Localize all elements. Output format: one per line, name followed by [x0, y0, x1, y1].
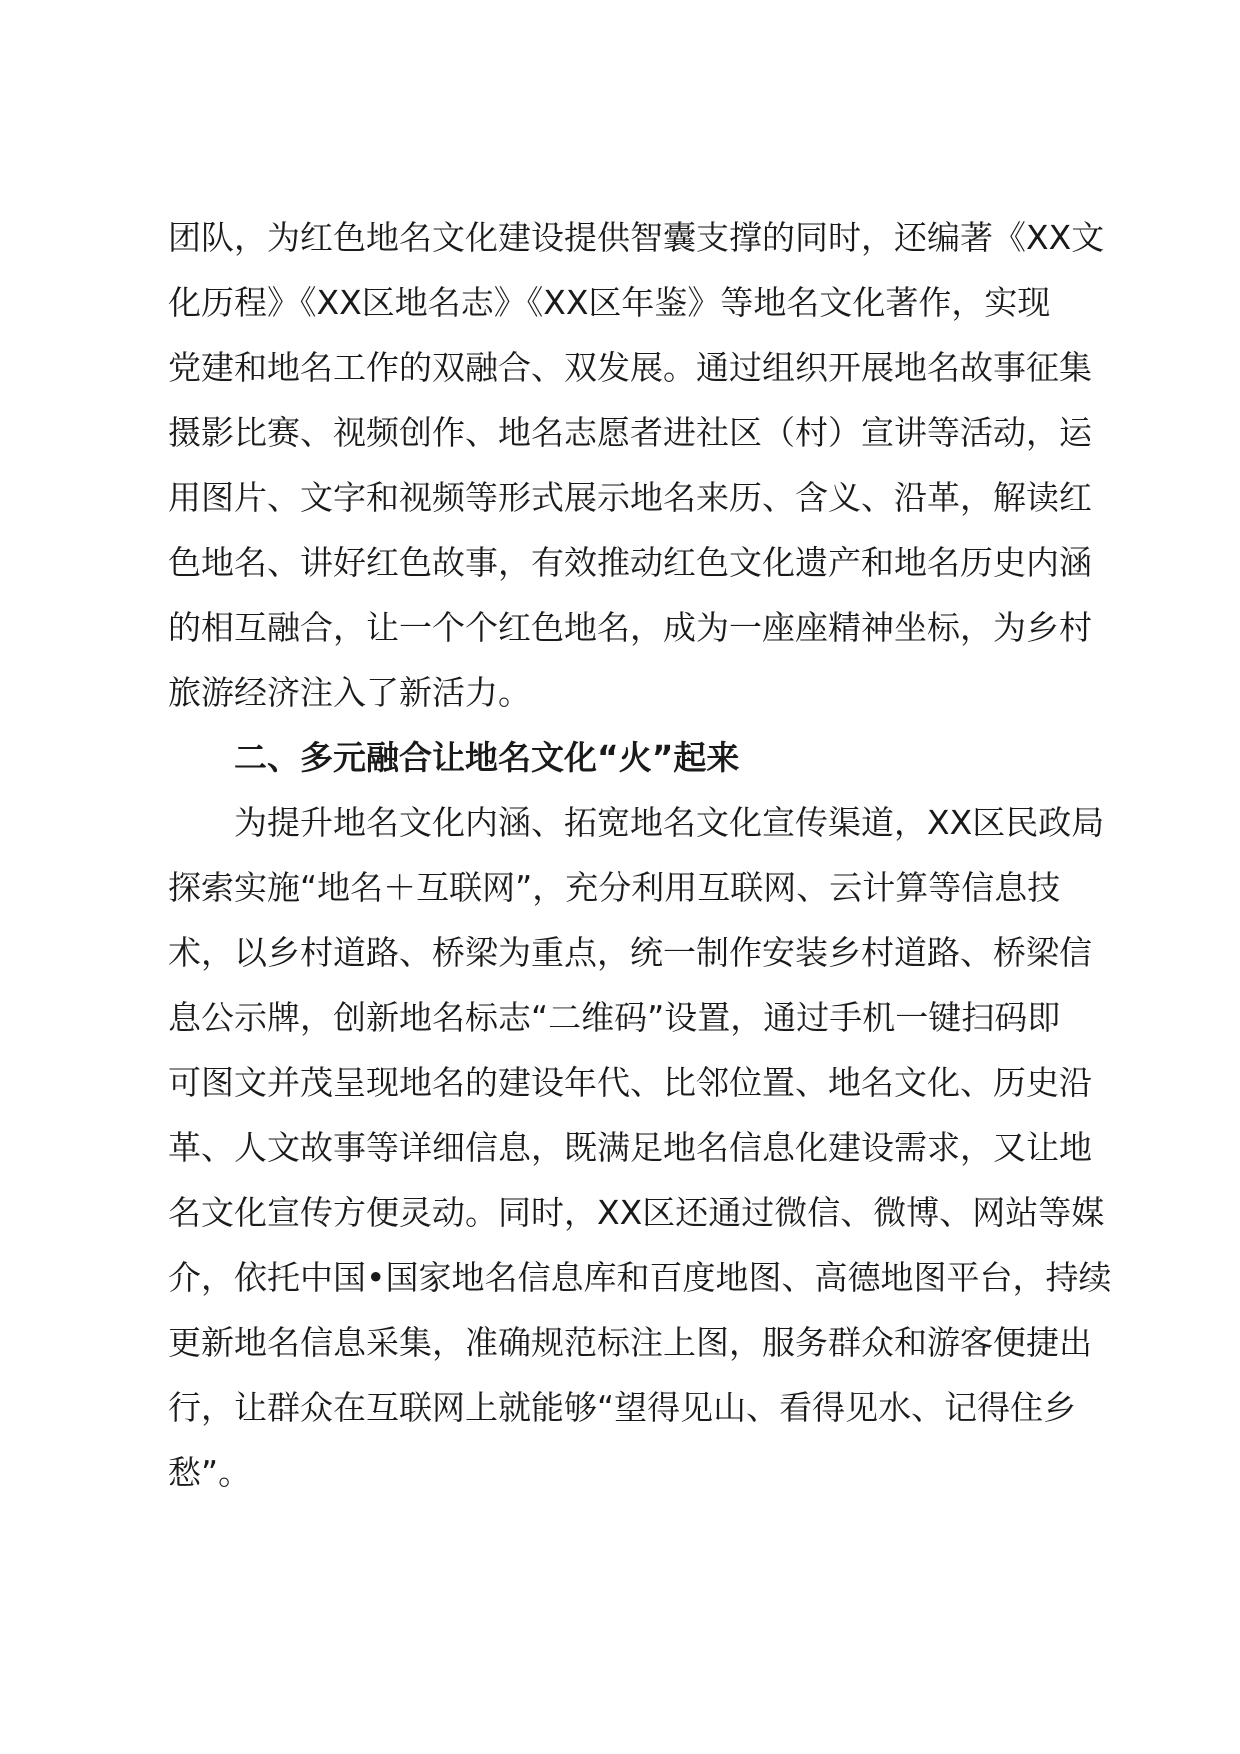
- paragraph-line: 旅游经济注入了新活力。: [168, 673, 531, 712]
- paragraph-line: 摄影比赛、视频创作、地名志愿者进社区（村）宣讲等活动，运: [168, 413, 1092, 452]
- paragraph-line: 为提升地名文化内涵、拓宽地名文化宣传渠道，XX区民政局: [234, 803, 1105, 842]
- document-page: [168, 205, 1118, 1505]
- paragraph-line: 化历程》《XX区地名志》《XX区年鉴》等地名文化著作，实现: [168, 283, 1051, 322]
- paragraph-line: 的相互融合，让一个个红色地名，成为一座座精神坐标，为乡村: [168, 608, 1092, 647]
- paragraph-line: 息公示牌，创新地名标志“二维码”设置，通过手机一键扫码即: [168, 998, 1061, 1037]
- paragraph-line: 探索实施“地名＋互联网”，充分利用互联网、云计算等信息技: [168, 868, 1061, 907]
- paragraph-line: 革、人文故事等详细信息，既满足地名信息化建设需求，又让地: [168, 1128, 1092, 1167]
- paragraph-line: 用图片、文字和视频等形式展示地名来历、含义、沿革，解读红: [168, 478, 1092, 517]
- paragraph-line: 党建和地名工作的双融合、双发展。通过组织开展地名故事征集: [168, 348, 1092, 387]
- paragraph-line: 愁”。: [168, 1453, 252, 1492]
- paragraph-line: 可图文并茂呈现地名的建设年代、比邻位置、地名文化、历史沿: [168, 1063, 1092, 1102]
- paragraph-line: 术，以乡村道路、桥梁为重点，统一制作安装乡村道路、桥梁信: [168, 933, 1092, 972]
- paragraph-line: 介，依托中国•国家地名信息库和百度地图、高德地图平台，持续: [168, 1258, 1112, 1297]
- section-heading: 二、多元融合让地名文化“火”起来: [234, 738, 740, 777]
- paragraph-2: [168, 790, 1118, 1505]
- paragraph-1: [168, 205, 1118, 725]
- paragraph-line: 名文化宣传方便灵动。同时，XX区还通过微信、微博、网站等媒: [168, 1193, 1105, 1232]
- paragraph-line: 色地名、讲好红色故事，有效推动红色文化遗产和地名历史内涵: [168, 543, 1092, 582]
- paragraph-line: 更新地名信息采集，准确规范标注上图，服务群众和游客便捷出: [168, 1323, 1092, 1362]
- paragraph-line: 团队，为红色地名文化建设提供智囊支撑的同时，还编著《XX文: [168, 218, 1105, 257]
- paragraph-line: 行，让群众在互联网上就能够“望得见山、看得见水、记得住乡: [168, 1388, 1077, 1427]
